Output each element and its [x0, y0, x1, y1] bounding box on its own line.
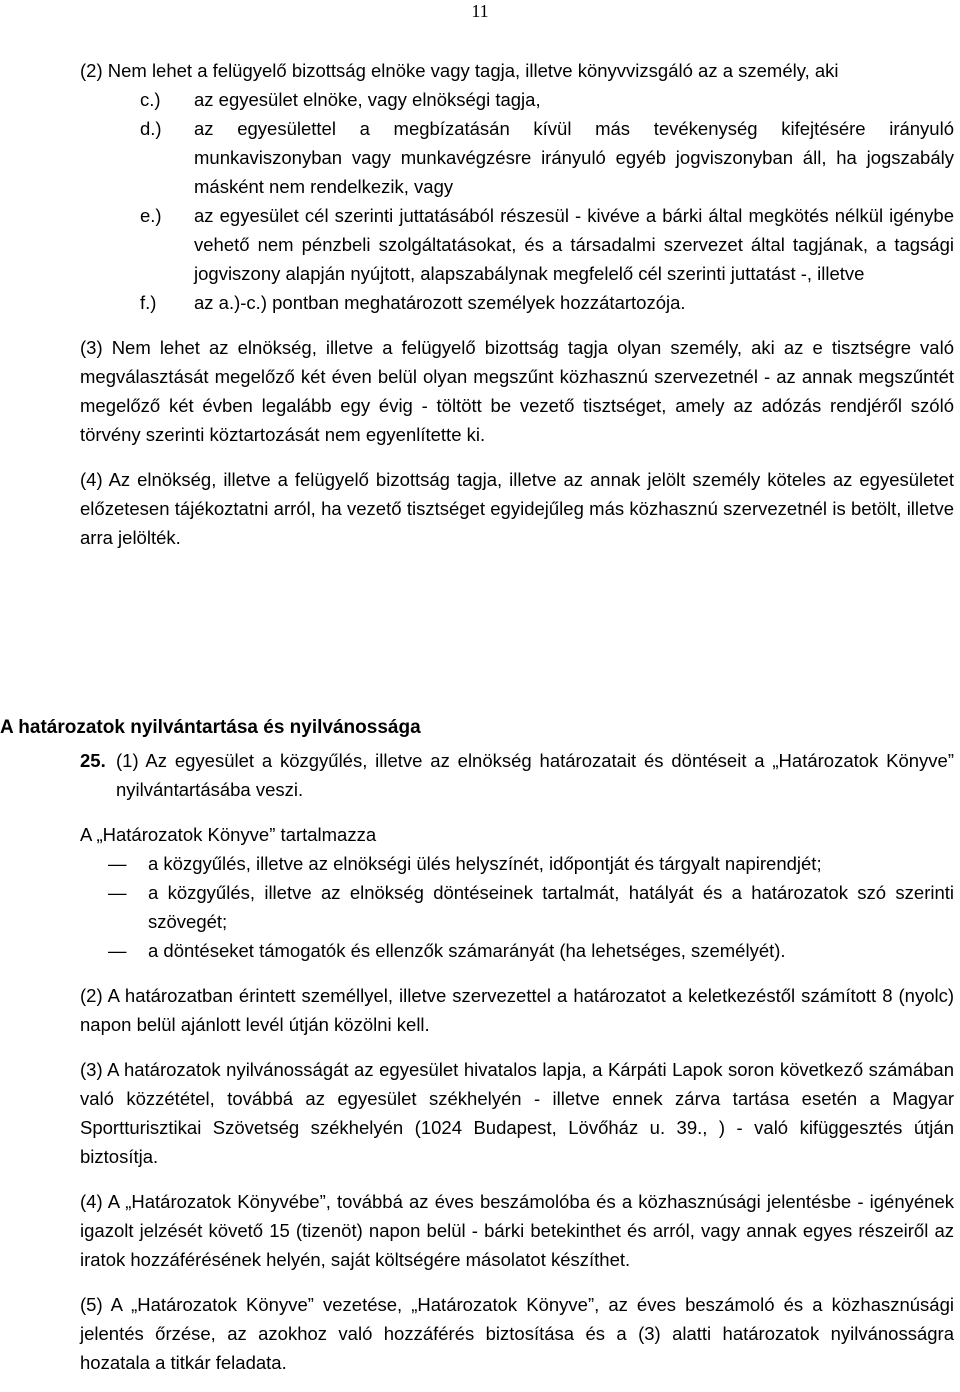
- list-item-label: e.): [140, 205, 162, 226]
- dash-marker: —: [108, 853, 127, 874]
- list-item-label: c.): [140, 89, 161, 110]
- list-item-text: a közgyűlés, illetve az elnökség döntéseinek tartalmát, hatályát és a határozatok szó szerinti szövegét;: [148, 882, 954, 932]
- paragraph-24-2-intro: (2) Nem lehet a felügyelő bizottság elnöke vagy tagja, illetve könyvvizsgáló az a személy, aki: [80, 60, 839, 81]
- article-number: 25.: [80, 750, 106, 771]
- paragraph-24-3: (3) Nem lehet az elnökség, illetve a felügyelő bizottság tagja olyan személy, aki az e tisztségre való megválasztását megelőző két éven belül olyan megszűnt közhasznú szervezetnél - az annak megszűntét megelőző két évben legalább egy évig - töltött be vezető tisztséget, amely az adózás rendjéről szóló törvény szerinti köztartozását nem egyenlítette ki.: [80, 337, 954, 445]
- paragraph-text: (1) Az egyesület a közgyűlés, illetve az elnökség határozatait és döntéseit a „Határozatok Könyve” nyilvántartásába veszi.: [116, 750, 954, 800]
- dash-marker: —: [108, 940, 127, 961]
- list-item-text: az egyesülettel a megbízatásán kívül más tevékenység kifejtésére irányuló munkaviszonyban vagy munkavégzésre irányuló egyéb jogviszonyban áll, ha jogszabály másként nem rendelkezik, vagy: [194, 118, 954, 197]
- list-item: [140, 114, 954, 201]
- list-item-text: a döntéseket támogatók és ellenzők számarányát (ha lehetséges, személyét).: [148, 940, 786, 961]
- list-item-text: az a.)-c.) pontban meghatározott személyek hozzátartozója.: [194, 292, 686, 313]
- paragraph-25-4: (4) A „Határozatok Könyvébe”, továbbá az éves beszámolóba és a közhasznúsági jelentésbe - igényének igazolt jelzését követő 15 (tizenöt) napon belül - bárki betekinthet és arról, vagy annak egyes részeiről az iratok hozzáférésének helyén, saját költségére másolatot készíthet.: [80, 1191, 954, 1270]
- list-item: [108, 878, 954, 936]
- list-item-text: az egyesület elnöke, vagy elnökségi tagja,: [194, 89, 541, 110]
- paragraph-25-2: (2) A határozatban érintett személlyel, illetve szervezettel a határozatot a keletkezéstől számított 8 (nyolc) napon belül ajánlott levél útján közölni kell.: [80, 985, 954, 1035]
- paragraph-25-5: (5) A „Határozatok Könyve” vezetése, „Határozatok Könyve”, az éves beszámoló és a közhasznúsági jelentés őrzése, az azokhoz való hozzáférés biztosítása és a (3) alatti határozatok nyilvánosságra hozatala a titkár feladata.: [80, 1294, 954, 1373]
- paragraph-24-4: (4) Az elnökség, illetve a felügyelő bizottság tagja, illetve az annak jelölt személy köteles az egyesületet előzetesen tájékoztatni arról, ha vezető tisztséget egyidejűleg más közhasznú szervezetnél is betölt, illetve arra jelölték.: [80, 469, 954, 548]
- paragraph-25-1: [80, 746, 954, 804]
- dash-marker: —: [108, 882, 127, 903]
- list-item: [140, 201, 954, 288]
- section-heading: A határozatok nyilvántartása és nyilvánossága: [0, 717, 421, 738]
- contents-intro: A „Határozatok Könyve” tartalmazza: [80, 824, 377, 845]
- list-item-text: a közgyűlés, illetve az elnökségi ülés helyszínét, időpontját és tárgyalt napirendjét;: [148, 853, 822, 874]
- list-item-label: f.): [140, 292, 157, 313]
- list-item: [140, 85, 954, 114]
- document-body: [80, 56, 954, 552]
- section-25: [80, 746, 954, 1377]
- list-item: [140, 288, 954, 317]
- disqualification-list: [140, 85, 954, 317]
- contents-list: [108, 849, 954, 965]
- page-number: 11: [471, 1, 489, 21]
- list-item-text: az egyesület cél szerinti juttatásából részesül - kivéve a bárki által megkötés nélkül igénybe vehető nem pénzbeli szolgáltatásokat, és a társadalmi szervezet által tagjának, a tagsági jogviszony alapján nyújtott, alapszabálynak megfelelő cél szerinti juttatást -, illetve: [194, 205, 954, 284]
- list-item: [108, 936, 954, 965]
- list-item: [108, 849, 954, 878]
- list-item-label: d.): [140, 118, 162, 139]
- paragraph-25-3: (3) A határozatok nyilvánosságát az egyesület hivatalos lapja, a Kárpáti Lapok soron következő számában való közzététel, továbbá az egyesület székhelyén - illetve ennek zárva tartása esetén a Magyar Sportturisztikai Szövetség székhelyén (1024 Budapest, Lövőház u. 39., ) - való kifüggesztés útján biztosítja.: [80, 1059, 954, 1167]
